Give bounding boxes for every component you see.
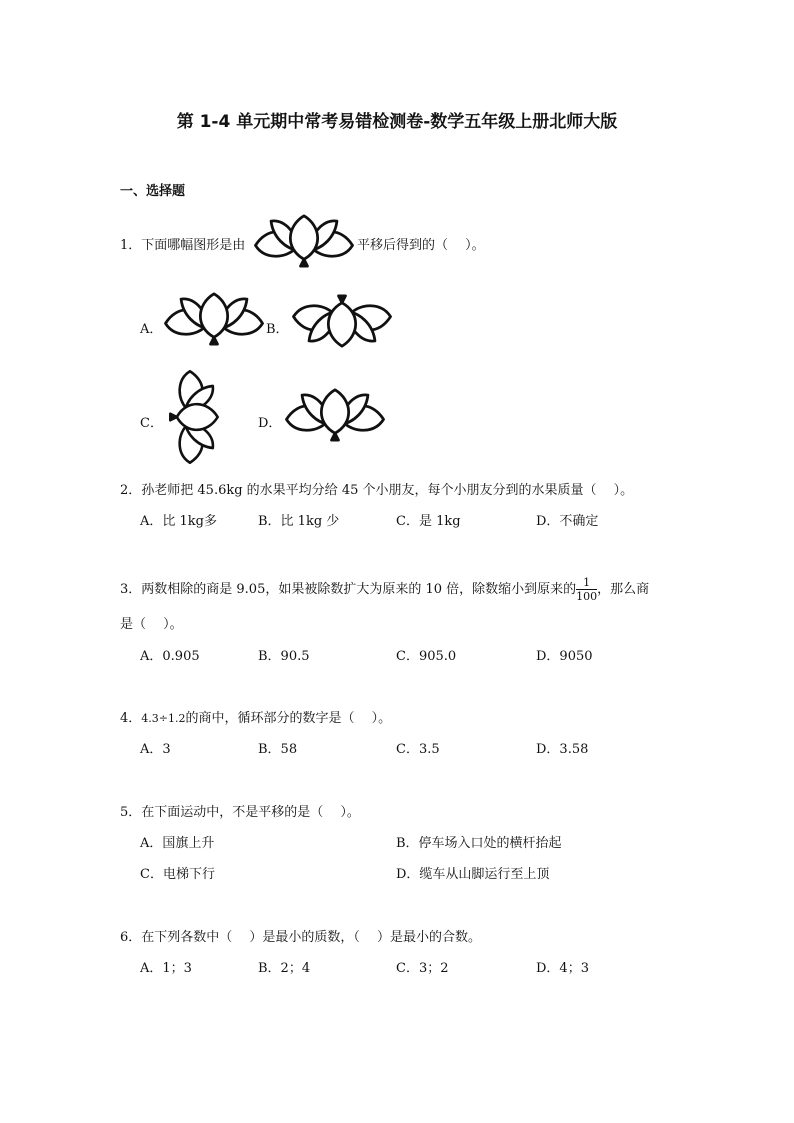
q3-option-b[interactable]: B．90.5 (258, 649, 310, 664)
q3-line-1 (120, 576, 649, 603)
q6-option-c[interactable]: C．3；2 (396, 961, 449, 976)
q4-option-b[interactable]: B．58 (258, 742, 298, 757)
q2-text: 2．孙老师把 45.6kg 的水果平均分给 45 个小朋友，每个小朋友分到的水果质量（ ）。 (120, 483, 634, 498)
q3-option-d[interactable]: D．9050 (536, 649, 593, 664)
q2-option-c[interactable]: C．是 1kg (396, 514, 461, 529)
q4-number: 4． (120, 711, 142, 726)
q4-option-c[interactable]: C．3.5 (396, 742, 440, 757)
q3-text-1: 3．两数相除的商是 9.05，如果被除数扩大为原来的 10 倍，除数缩小到原来的 (120, 582, 577, 597)
q5-option-c[interactable]: C．电梯下行 (140, 867, 215, 882)
q6-option-b[interactable]: B．2；4 (258, 961, 311, 976)
q3-fraction-denominator: 100 (576, 590, 598, 603)
q4-option-d[interactable]: D．3.58 (536, 742, 589, 757)
q5-option-a[interactable]: A．国旗上升 (140, 836, 215, 851)
q4-text: 的商中，循环部分的数字是（ ）。 (185, 711, 392, 726)
q3-fraction-numerator: 1 (576, 576, 597, 590)
lotus-option-c-figure (162, 368, 226, 466)
q2-option-d[interactable]: D．不确定 (536, 514, 599, 529)
page-title: 第 1-4 单元期中常考易错检测卷-数学五年级上册北师大版 (176, 112, 618, 132)
q1-option-b[interactable]: B． (266, 322, 289, 337)
q1-option-c[interactable]: C． (140, 416, 163, 431)
q2-option-a[interactable]: A．比 1kg多 (140, 514, 217, 529)
q1-option-a[interactable]: A． (140, 322, 163, 337)
q5-text: 5．在下面运动中，不是平移的是（ ）。 (120, 805, 360, 820)
lotus-original-figure (252, 212, 356, 270)
section-heading: 一、选择题 (120, 184, 186, 199)
q3-text-3: 是（ ）。 (120, 617, 183, 632)
q6-option-a[interactable]: A．1；3 (140, 961, 192, 976)
q4-line (120, 707, 391, 726)
q5-option-b[interactable]: B．停车场入口处的横杆抬起 (396, 836, 562, 851)
q3-option-c[interactable]: C．905.0 (396, 649, 457, 664)
q3-option-a[interactable]: A．0.905 (140, 649, 200, 664)
q6-text: 6．在下列各数中（ ）是最小的质数，（ ）是最小的合数。 (120, 930, 482, 945)
q6-option-d[interactable]: D．4；3 (536, 961, 589, 976)
q3-text-2: ，那么商 (597, 582, 650, 597)
q5-option-d[interactable]: D．缆车从山脚运行至上顶 (396, 867, 550, 882)
lotus-option-d-figure (283, 386, 387, 444)
lotus-option-b-figure (290, 292, 394, 350)
q4-option-a[interactable]: A．3 (140, 742, 171, 757)
q2-option-b[interactable]: B．比 1kg 少 (258, 514, 340, 529)
q1-suffix: 平移后得到的（ ）。 (357, 238, 485, 253)
q4-expression: 4.3÷1.2 (141, 712, 186, 725)
q1-prefix: 1．下面哪幅图形是由 (120, 238, 246, 253)
q1-option-d[interactable]: D． (258, 416, 282, 431)
q3-fraction (576, 576, 597, 603)
lotus-option-a-figure (162, 290, 266, 348)
